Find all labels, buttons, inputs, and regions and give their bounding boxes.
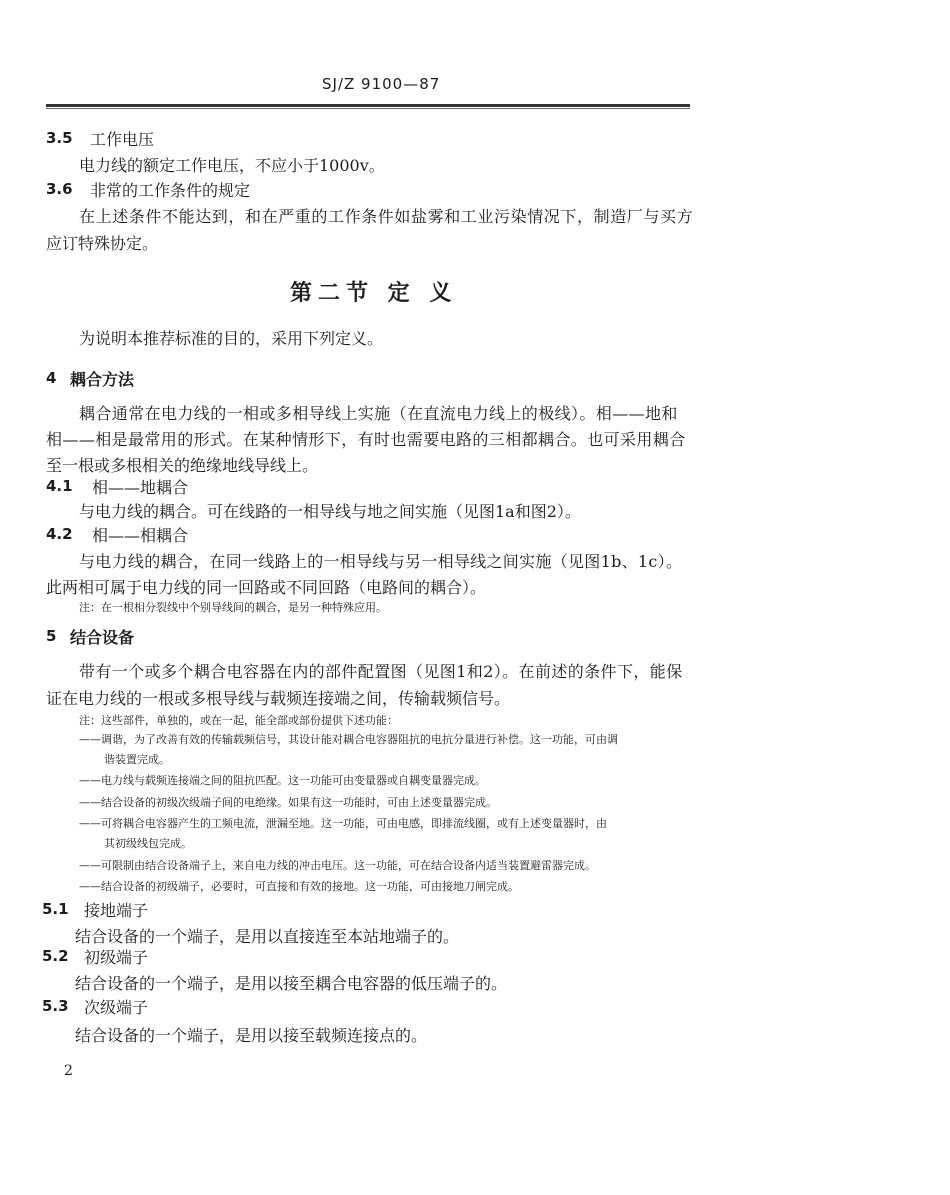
paragraph-5-2: 结合设备的一个端子，是用以接至耦合电容器的低压端子的。: [75, 974, 508, 993]
paragraph-5-line-1: 带有一个或多个耦合电容器在内的部件配置图（见图1和2）。在前述的条件下，能保: [79, 662, 683, 681]
paragraph-4-2-line-1: 与电力线的耦合，在同一线路上的一相导线与另一相导线之间实施（见图1b、1c）。: [79, 552, 683, 571]
section-number-4: 4: [46, 369, 57, 387]
note-5-item-6: ——结合设备的初级端子，必要时，可直接和有效的接地。这一功能，可由接地刀闸完成。: [79, 880, 519, 893]
section-title-5-3: 次级端子: [84, 998, 149, 1017]
section-title-4-1: 相——地耦合: [92, 478, 189, 497]
paragraph-4-2-line-2: 此两相可属于电力线的同一回路或不同回路（电路间的耦合）。: [46, 578, 487, 597]
note-4-2: 注：在一根相分裂线中个别导线间的耦合，是另一种特殊应用。: [79, 601, 387, 614]
section-number-5: 5: [46, 627, 57, 645]
section-number-3-5: 3.5: [46, 129, 73, 147]
paragraph-4-line-1: 耦合通常在电力线的一相或多相导线上实施（在直流电力线上的极线）。相——地和: [79, 404, 678, 423]
section-title-5-1: 接地端子: [84, 901, 149, 920]
section-title-5-2: 初级端子: [84, 948, 149, 967]
section-title-5: 结合设备: [70, 628, 135, 647]
paragraph-3-6-line-1: 在上述条件不能达到，和在严重的工作条件如盐雾和工业污染情况下，制造厂与买方: [79, 207, 694, 226]
note-5-item-5: ——可限制由结合设备端子上，来自电力线的冲击电压。这一功能，可在结合设备内适当装置避雷器完成。: [79, 859, 596, 872]
page-number: 2: [64, 1063, 73, 1079]
section-title-4-2: 相——相耦合: [92, 526, 189, 545]
paragraph-4-1: 与电力线的耦合。可在线路的一相导线与地之间实施（见图1a和图2）。: [79, 502, 581, 521]
note-5-item-1-cont: 谐装置完成。: [104, 753, 170, 766]
header-rule-thin: [46, 108, 690, 109]
note-5-intro: 注：这些部件，单独的，或在一起，能全部或部份提供下述功能：: [79, 714, 398, 727]
document-id-header: SJ/Z 9100—87: [322, 75, 441, 93]
note-5-item-3: ——结合设备的初级次级端子间的电绝缘。如果有这一功能时，可由上述变量器完成。: [79, 796, 497, 809]
section-title-3-6: 非常的工作条件的规定: [90, 181, 251, 200]
paragraph-4-line-2: 相——相是最常用的形式。在某种情形下，有时也需要电路的三相都耦合。也可采用耦合: [46, 430, 686, 449]
paragraph-3-5: 电力线的额定工作电压，不应小于1000v。: [79, 156, 385, 175]
section-title-3-5: 工作电压: [90, 130, 155, 149]
section-number-4-2: 4.2: [46, 525, 73, 543]
paragraph-5-3: 结合设备的一个端子，是用以接至载频连接点的。: [75, 1026, 428, 1045]
paragraph-3-6-line-2: 应订特殊协定。: [46, 234, 159, 253]
section-number-5-1: 5.1: [42, 900, 69, 918]
note-5-item-4: ——可将耦合电容器产生的工频电流，泄漏至地。这一功能，可由电感，即排流线圈，或有上述变量器时，由: [79, 817, 607, 830]
paragraph-4-line-3: 至一根或多根相关的绝缘地线导线上。: [46, 456, 319, 475]
section-title-4: 耦合方法: [70, 370, 135, 389]
section-number-3-6: 3.6: [46, 180, 73, 198]
header-rule: [46, 104, 690, 107]
section-number-5-2: 5.2: [42, 947, 69, 965]
section-2-intro: 为说明本推荐标准的目的，采用下列定义。: [79, 329, 384, 348]
paragraph-5-line-2: 证在电力线的一根或多根导线与载频连接端之间，传输载频信号。: [46, 689, 511, 708]
section-2-title: 第二节 定 义: [290, 280, 458, 306]
paragraph-5-1: 结合设备的一个端子，是用以直接连至本站地端子的。: [75, 927, 460, 946]
note-5-item-1: ——调谐，为了改善有效的传输载频信号，其设计能对耦合电容器阻抗的电抗分量进行补偿。这一功能，可由调: [79, 733, 618, 746]
note-5-item-4-cont: 其初级线包完成。: [104, 837, 192, 850]
section-number-4-1: 4.1: [46, 477, 73, 495]
note-5-item-2: ——电力线与载频连接端之间的阻抗匹配。这一功能可由变量器或自耦变量器完成。: [79, 774, 486, 787]
section-number-5-3: 5.3: [42, 997, 69, 1015]
